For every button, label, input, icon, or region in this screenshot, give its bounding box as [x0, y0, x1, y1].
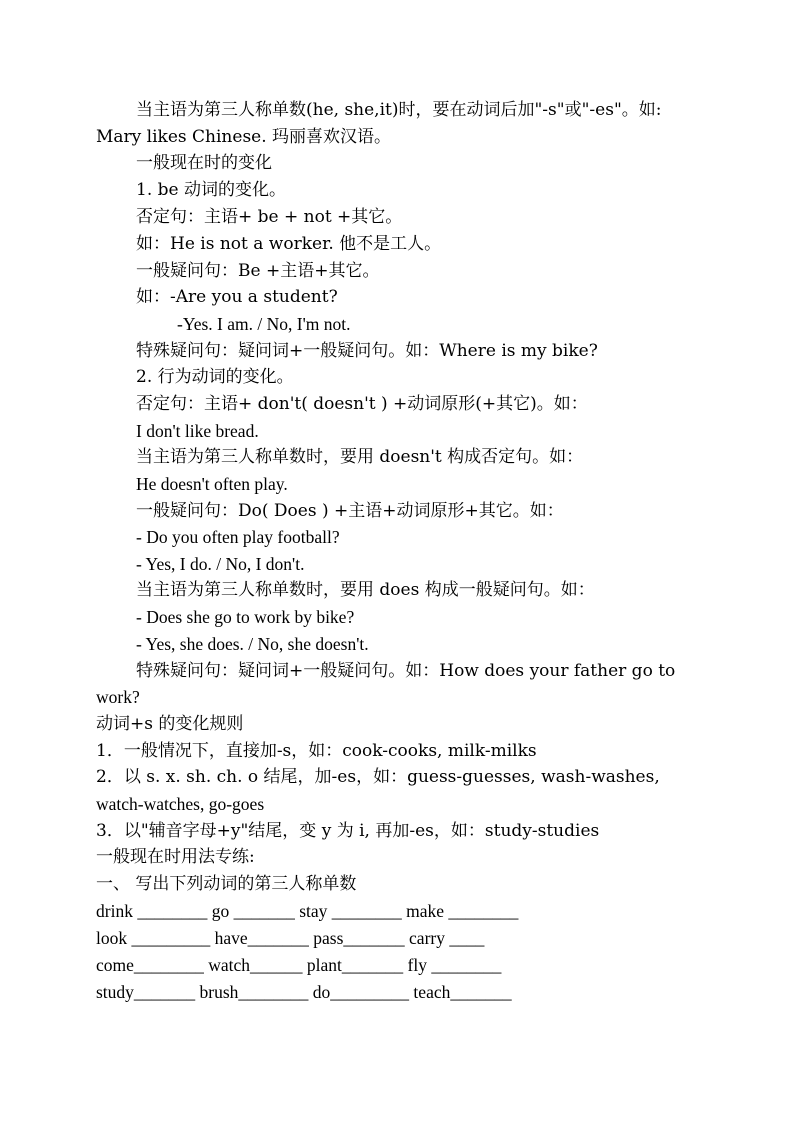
text-line: - Do you often play football? — [136, 527, 340, 547]
list-item: 2．以 s. x. sh. ch. o 结尾，加-es，如：guess-guesses, wash-washes, — [96, 767, 660, 787]
text-line: 如：He is not a worker. 他不是工人。 — [136, 234, 442, 254]
text-line: - Yes, I do. / No, I don't. — [136, 554, 305, 574]
text-line: I don't like bread. — [136, 421, 259, 441]
list-item-continuation: watch-watches, go-goes — [96, 794, 265, 814]
text-line: 2. 行为动词的变化。 — [136, 367, 294, 387]
section-heading: 一般现在时用法专练: — [96, 847, 255, 867]
text-line: work? — [96, 687, 140, 707]
text-line: 特殊疑问句：疑问词+一般疑问句。如：How does your father go to — [136, 661, 676, 681]
text-line: 一般疑问句：Do( Does ) +主语+动词原形+其它。如： — [136, 501, 564, 521]
section-heading: 动词+s 的变化规则 — [96, 714, 244, 734]
text-line: Mary likes Chinese. 玛丽喜欢汉语。 — [96, 127, 392, 147]
section-heading: 一般现在时的变化 — [136, 153, 272, 173]
text-line: - Does she go to work by bike? — [136, 607, 355, 627]
text-line: 当主语为第三人称单数时，要用 does 构成一般疑问句。如： — [136, 580, 595, 600]
text-line: 当主语为第三人称单数(he, she,it)时，要在动词后加"-s"或"-es"。如: — [136, 100, 662, 120]
list-item: 1．一般情况下，直接加-s，如：cook-cooks, milk-milks — [96, 741, 537, 761]
text-line: 当主语为第三人称单数时，要用 doesn't 构成否定句。如： — [136, 447, 584, 467]
exercise-row: look _________ have_______ pass_______ carry ____ — [96, 928, 485, 948]
exercise-heading: 一、 写出下列动词的第三人称单数 — [96, 874, 357, 894]
exercise-row: come________ watch______ plant_______ fly ________ — [96, 955, 502, 975]
text-line: 如：-Are you a student? — [136, 287, 338, 307]
exercise-row: drink ________ go _______ stay ________ make ________ — [96, 901, 519, 921]
text-line: 否定句：主语+ don't( doesn't ) +动词原形(+其它)。如： — [136, 394, 588, 414]
text-line: He doesn't often play. — [136, 474, 288, 494]
text-line: - Yes, she does. / No, she doesn't. — [136, 634, 369, 654]
list-item: 3．以"辅音字母+y"结尾，变 y 为 i, 再加-es，如：study-studies — [96, 821, 600, 841]
text-line: 1. be 动词的变化。 — [136, 180, 286, 200]
text-line: 特殊疑问句：疑问词+一般疑问句。如：Where is my bike? — [136, 341, 598, 361]
text-line: 一般疑问句：Be +主语+其它。 — [136, 261, 380, 281]
exercise-row: study_______ brush________ do_________ teach_______ — [96, 982, 512, 1002]
text-line: 否定句：主语+ be + not +其它。 — [136, 207, 403, 227]
text-line: -Yes. I am. / No, I'm not. — [177, 314, 351, 334]
